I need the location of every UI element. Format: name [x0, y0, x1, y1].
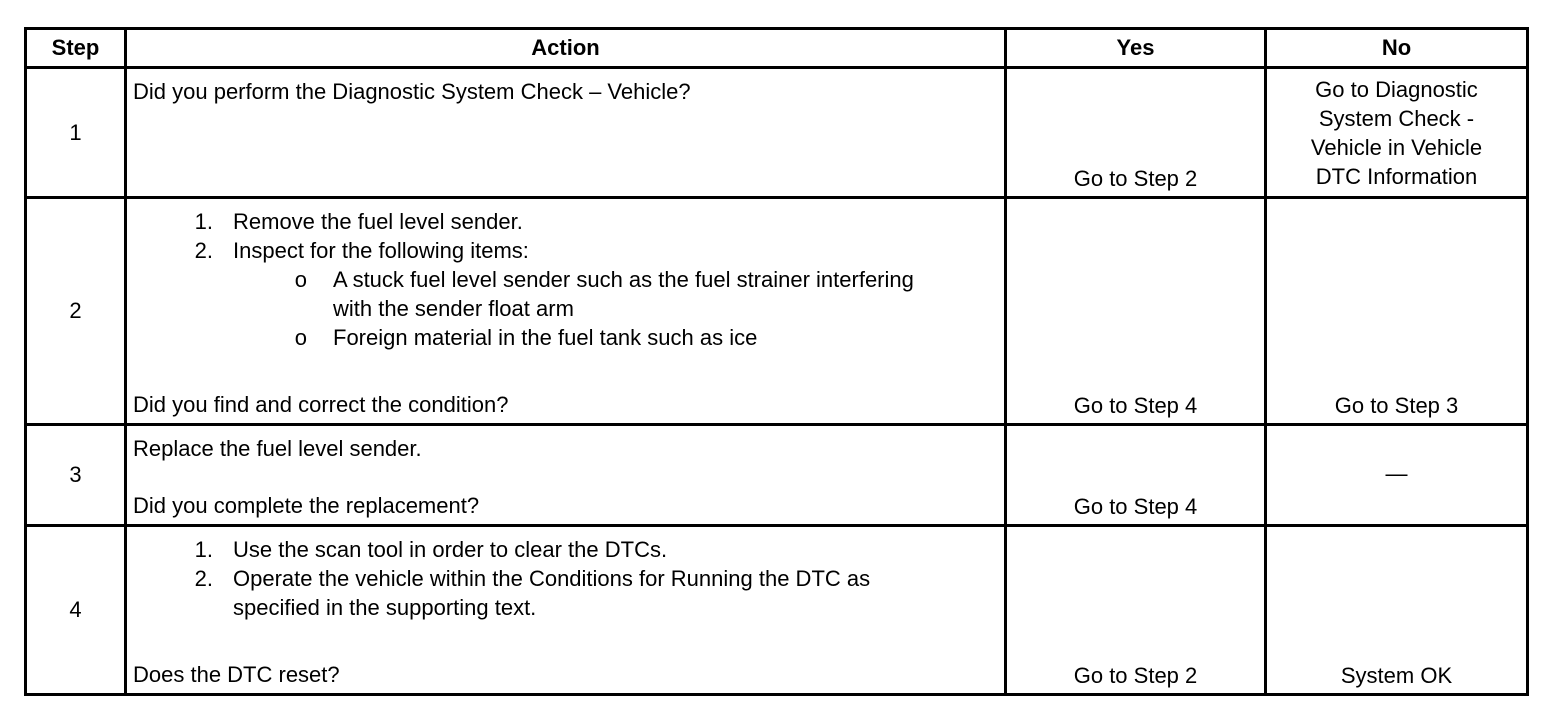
no-dash: — [1385, 461, 1408, 486]
no-line[interactable]: Vehicle in Vehicle [1310, 135, 1483, 160]
no-line[interactable]: DTC Information [1315, 164, 1478, 189]
no-cell [1266, 526, 1528, 695]
step-number: 4 [26, 526, 126, 695]
list-item: 1. Use the scan tool in order to clear the DTCs. [194, 537, 668, 562]
action-cell [126, 425, 1006, 526]
action-question: Did you find and correct the condition? [133, 392, 509, 417]
list-item: 1. Remove the fuel level sender. [194, 209, 523, 234]
table-row [26, 526, 1528, 695]
no-link[interactable]: Go to Step 3 [1334, 393, 1459, 418]
table-row [26, 68, 1528, 198]
action-question: Does the DTC reset? [133, 662, 340, 687]
action-question: Did you complete the replacement? [133, 493, 480, 518]
list-item: 2. Operate the vehicle within the Conditions for Running the DTC as specified in the supporting text. [194, 566, 871, 620]
yes-cell [1006, 68, 1266, 198]
step-number: 1 [26, 68, 126, 198]
yes-link[interactable]: Go to Step 2 [1073, 166, 1198, 191]
no-cell [1266, 198, 1528, 425]
header-yes: Yes [1006, 29, 1266, 68]
sub-list-item: o Foreign material in the fuel tank such as ice [294, 325, 758, 350]
action-cell [126, 526, 1006, 695]
table-row [26, 198, 1528, 425]
list-item: 2. Inspect for the following items: [194, 238, 529, 263]
no-line[interactable]: Go to Diagnostic [1315, 77, 1478, 102]
header-action: Action [126, 29, 1006, 68]
yes-link[interactable]: Go to Step 4 [1073, 393, 1198, 418]
header-step: Step [26, 29, 126, 68]
numbered-list [133, 535, 998, 622]
action-cell [126, 198, 1006, 425]
action-line: Replace the fuel level sender. [133, 436, 422, 461]
yes-cell [1006, 526, 1266, 695]
header-row [26, 29, 1528, 68]
yes-cell [1006, 425, 1266, 526]
action-cell [126, 68, 1006, 198]
yes-cell [1006, 198, 1266, 425]
diagnostic-table [24, 27, 1529, 696]
sub-list-item: o A stuck fuel level sender such as the fuel strainer interfering with the sender float arm [294, 267, 914, 321]
step-number: 3 [26, 425, 126, 526]
step-number: 2 [26, 198, 126, 425]
yes-link[interactable]: Go to Step 2 [1073, 663, 1198, 688]
yes-link[interactable]: Go to Step 4 [1073, 494, 1198, 519]
numbered-list [133, 207, 998, 265]
no-link[interactable]: System OK [1340, 663, 1453, 688]
header-no: No [1266, 29, 1528, 68]
sub-list [133, 265, 998, 352]
no-line[interactable]: System Check - [1318, 106, 1475, 131]
table-row [26, 425, 1528, 526]
no-cell [1266, 425, 1528, 526]
no-cell [1266, 68, 1528, 198]
action-question: Did you perform the Diagnostic System Check – Vehicle? [133, 79, 691, 104]
